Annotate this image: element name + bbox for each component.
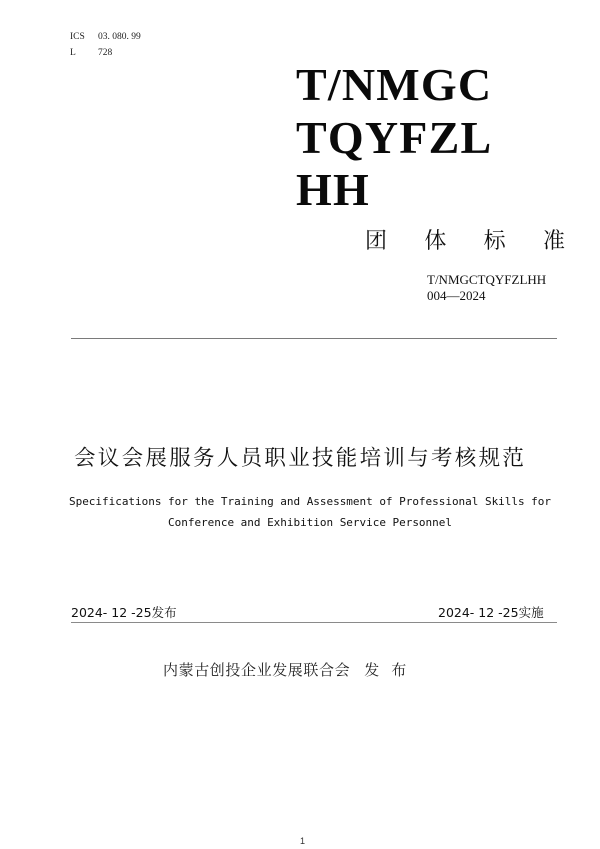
page-number: 1 [300, 836, 306, 846]
publisher-name: 内蒙古创投企业发展联合会 [163, 661, 351, 679]
standard-type-char-3: 标 [483, 229, 506, 254]
standard-designation [296, 59, 492, 217]
ccs-value: 728 [98, 48, 113, 58]
standard-type-label [365, 229, 565, 255]
ics-label: ICS [70, 32, 85, 42]
title-english-line-2: Conference and Exhibition Service Personnel [168, 516, 452, 529]
standard-number [427, 272, 546, 304]
classification-codes [70, 29, 141, 61]
standard-number-code: T/NMGCTQYFZLHH [427, 272, 547, 287]
publisher [163, 660, 418, 680]
title-chinese: 会议会展服务人员职业技能培训与考核规范 [74, 446, 527, 471]
ccs-label: L [70, 48, 76, 58]
publisher-verb: 发布 [364, 661, 419, 679]
designation-line-2: TQYFZL [296, 111, 493, 163]
standard-type-char-2: 体 [424, 229, 447, 254]
standard-type-char-1: 团 [365, 229, 388, 254]
ics-value: 03. 080. 99 [98, 32, 141, 42]
dates-divider [71, 622, 557, 623]
designation-line-1: T/NMGC [296, 59, 493, 110]
ccs-code-row [70, 45, 141, 61]
title-english-line-1: Specifications for the Training and Assessment of Professional Skills for [69, 495, 551, 508]
ics-code-row [70, 29, 141, 45]
standard-number-year: 004—2024 [427, 288, 486, 303]
designation-line-3: HH [296, 164, 370, 215]
title-english [40, 491, 580, 533]
standard-type-char-4: 准 [542, 229, 565, 254]
header-divider [71, 338, 557, 339]
implementation-date: 2024- 12 -25实施 [438, 605, 544, 620]
issue-date: 2024- 12 -25发布 [71, 605, 177, 620]
